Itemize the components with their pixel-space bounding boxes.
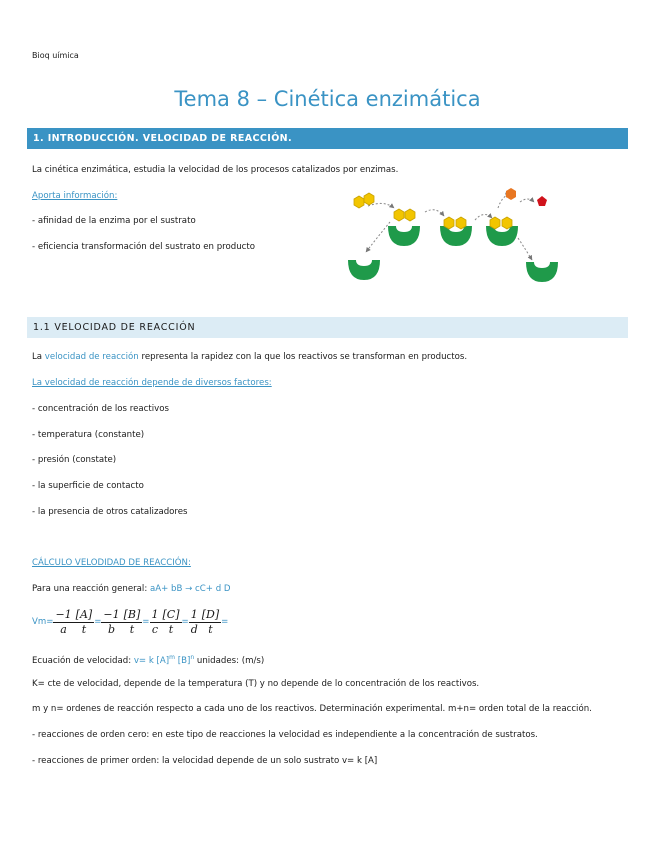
enzyme-reaction-diagram [340, 182, 580, 286]
arrow-4 [475, 214, 492, 220]
factor-temperature: - temperatura (constante) [32, 430, 145, 440]
factor-pressure: - presión (constate) [32, 455, 117, 465]
enzyme-3 [486, 226, 518, 246]
section-1-heading-bar [27, 128, 628, 149]
section-1-1-heading: 1.1 VELOCIDAD DE REACCIÓN [33, 322, 196, 333]
order-one: - reacciones de primer orden: la velocidad depende de un solo sustrato v= k [A] [32, 756, 378, 766]
vm-label: Vm= [32, 617, 54, 627]
section-1-1-heading-bar [27, 317, 628, 338]
rate-exp-n: n [190, 654, 195, 661]
rate-equation [32, 652, 264, 667]
eq-sign-3: = [181, 617, 189, 627]
section-1-heading: 1. INTRODUCCIÓN. VELOCIDAD DE REACCIÓN. [33, 133, 293, 144]
mn-definition: m y n= ordenes de reacción respecto a cada uno de los reactivos. Determinación experimental. m+n= orden total de la reacción. [32, 704, 592, 714]
eq-sign-2: = [142, 617, 150, 627]
factors-label: La velocidad de reacción depende de diversos factores: [32, 378, 272, 388]
rate-b: [B] [175, 655, 191, 666]
info-item-efficiency: - eficiencia transformación del sustrato en producto [32, 242, 256, 252]
general-equation: aA+ bB → cC+ d D [149, 584, 231, 594]
factor-surface: - la superficie de contacto [32, 481, 144, 491]
intro-text: La cinética enzimática, estudia la velocidad de los procesos catalizados por enzimas. [32, 165, 399, 175]
rate-prefix: Ecuación de velocidad: [32, 655, 134, 666]
enzyme-free-left [348, 260, 380, 280]
term-d-diff: $\frac{[D]}{t}$ [201, 607, 220, 636]
enzyme-1 [388, 226, 420, 246]
term-c-coef: $\frac{1}{c}$ [151, 607, 159, 636]
term-a-diff: $\frac{[A]}{t}$ [75, 607, 93, 636]
rate-exp-m: m [169, 654, 175, 661]
rate-units: unidades: (m/s) [194, 655, 265, 666]
enzyme-free-right [526, 262, 558, 282]
arrow-1 [368, 203, 394, 208]
general-reaction [32, 583, 231, 595]
velocity-definition [32, 351, 467, 363]
term-b-coef: $\frac{-1}{b}$ [103, 607, 120, 636]
info-label: Aporta información: [32, 191, 118, 201]
substrate-1 [354, 196, 364, 208]
def-prefix: La [32, 352, 45, 362]
arrow-6 [520, 199, 534, 202]
def-rest: representa la rapidez con la que los reactivos se transforman en productos. [138, 352, 468, 362]
general-prefix: Para una reacción general: [32, 584, 150, 594]
factor-catalysts: - la presencia de otros catalizadores [32, 507, 188, 517]
subject-header: Bioq uímica [32, 51, 79, 60]
calc-heading: CÁLCULO VELODIDAD DE REACCIÓN: [32, 558, 191, 568]
arrow-7 [518, 238, 532, 260]
eq-sign-1: = [94, 617, 102, 627]
arrow-2 [366, 222, 390, 252]
rate-eq: v= k [A] [133, 655, 170, 666]
product-red [537, 196, 547, 206]
product-orange [506, 188, 516, 200]
term-d-coef: $\frac{1}{d}$ [190, 607, 198, 636]
factor-concentration: - concentración de los reactivos [32, 404, 169, 414]
substrate-2 [364, 193, 374, 205]
info-item-affinity: - afinidad de la enzima por el sustrato [32, 216, 196, 226]
term-c-diff: $\frac{[C]}{t}$ [162, 607, 180, 636]
vm-formula [32, 605, 228, 639]
term-a-coef: $\frac{-1}{a}$ [55, 607, 72, 636]
def-term: velocidad de reacción [44, 352, 139, 362]
page-title: Tema 8 – Cinética enzimática [174, 87, 481, 111]
k-definition: K= cte de velocidad, depende de la temperatura (T) y no depende de lo concentración de los reactivos. [32, 679, 480, 689]
arrow-3 [425, 210, 444, 216]
order-zero: - reacciones de orden cero: en este tipo de reacciones la velocidad es independiente a la concentración de sustratos. [32, 730, 538, 740]
eq-sign-4: = [221, 617, 229, 627]
enzyme-2 [440, 226, 472, 246]
term-b-diff: $\frac{[B]}{t}$ [123, 607, 141, 636]
